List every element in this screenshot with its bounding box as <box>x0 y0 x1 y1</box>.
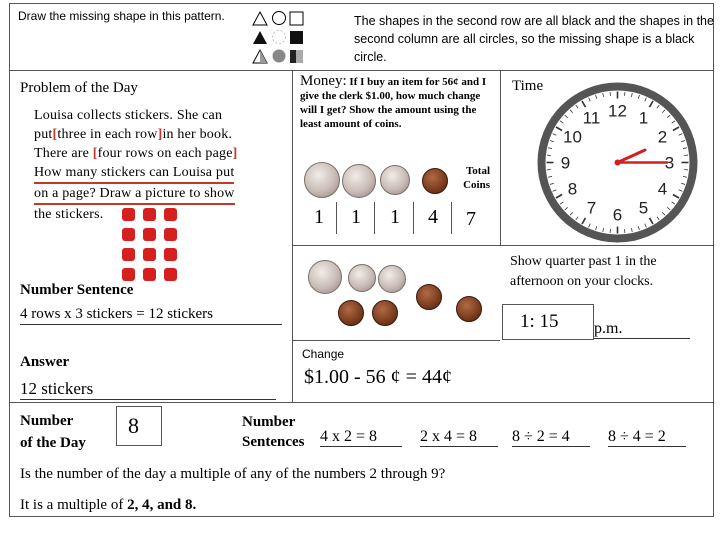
number-sentence-value[interactable]: 4 rows x 3 stickers = 12 stickers <box>20 306 282 325</box>
divider-vertical-left <box>292 70 293 402</box>
pattern-explanation: The shapes in the second row are all black and the shapes in the second column are all circles, so the missing shape is a black circle. <box>354 14 714 64</box>
number-sentence-2[interactable]: 2 x 4 = 8 <box>420 428 498 447</box>
coin-dime <box>348 264 376 292</box>
clock-number: 8 <box>567 179 578 199</box>
clock-number: 9 <box>560 153 571 173</box>
sticker-array[interactable] <box>122 208 192 288</box>
highlight-four-rows: four rows on each page <box>97 146 233 161</box>
sticker <box>143 268 156 281</box>
clock-number: 6 <box>612 205 623 225</box>
coin-quarter <box>304 162 340 198</box>
number-of-day-label: Number of the Day <box>20 413 86 451</box>
divider-bottom <box>9 402 714 403</box>
clock-number: 7 <box>586 198 597 218</box>
coin-count-pennies[interactable]: 4 <box>428 206 438 228</box>
highlight-three-per-row: three in each row <box>57 127 158 142</box>
ampm[interactable]: p.m. <box>594 320 690 339</box>
sticker <box>122 268 135 281</box>
clock-number: 12 <box>608 101 627 121</box>
sticker <box>143 208 156 221</box>
number-of-day-box[interactable] <box>116 406 162 446</box>
coin-count-quarters[interactable]: 1 <box>314 206 324 228</box>
coin-count-nickels[interactable]: 1 <box>390 206 400 228</box>
coin-quarter <box>308 260 342 294</box>
sticker <box>164 248 177 261</box>
coin-nickel <box>378 265 406 293</box>
number-sentences-label: Number Sentences <box>242 414 305 450</box>
circle-gray-icon <box>273 50 286 63</box>
coin-count-boxes <box>300 202 495 234</box>
triangle-black-icon <box>253 31 267 44</box>
problem-line: on a page? Draw a picture to show <box>34 184 235 205</box>
number-of-day-value: 8 <box>128 413 139 438</box>
number-sentence-label: Number Sentence <box>20 282 134 298</box>
problem-line: There are [four rows on each page] <box>34 146 238 161</box>
circle-outline-icon <box>273 12 286 25</box>
analog-clock[interactable] <box>535 80 700 245</box>
sticker <box>164 268 177 281</box>
divider-change <box>292 340 500 341</box>
sticker <box>164 228 177 241</box>
money-question: If I buy an item for 56¢ and I give the clerk $1.00, how much change will I get? Show the amount using the least amount of coins. <box>300 76 487 130</box>
divider-top <box>9 70 714 71</box>
coin-penny <box>416 284 442 310</box>
multiple-answer[interactable]: It is a multiple of 2, 4, and 8. <box>20 497 197 513</box>
clock-number: 4 <box>657 179 668 199</box>
clock-number: 2 <box>657 127 668 147</box>
square-black-icon <box>290 31 303 44</box>
triangle-outline-icon <box>253 12 267 25</box>
coin-count-dimes[interactable]: 1 <box>351 206 361 228</box>
number-sentence-3[interactable]: 8 ÷ 2 = 4 <box>512 428 590 447</box>
sticker <box>122 248 135 261</box>
sticker <box>122 228 135 241</box>
sticker <box>164 208 177 221</box>
divider-mid-right <box>292 245 714 246</box>
clock-number: 10 <box>563 127 582 147</box>
coin-penny <box>456 296 482 322</box>
answer-value[interactable]: 12 stickers <box>20 379 276 400</box>
square-outline-icon <box>290 12 303 25</box>
problem-text <box>34 106 284 224</box>
number-sentence-1[interactable]: 4 x 2 = 8 <box>320 428 402 447</box>
time-instruction: Show quarter past 1 in the afternoon on your clocks. <box>510 254 657 289</box>
problem-line: Louisa collects stickers. She can <box>34 108 223 123</box>
clock-number: 3 <box>664 153 675 173</box>
pattern-instruction: Draw the missing shape in this pattern. <box>18 9 225 23</box>
problem-title: Problem of the Day <box>20 80 138 96</box>
sticker <box>143 248 156 261</box>
coin-penny <box>338 300 364 326</box>
divider-vertical-right <box>500 70 501 245</box>
pattern-grid[interactable] <box>252 8 310 66</box>
problem-line: the stickers. <box>34 207 104 222</box>
change-equation[interactable]: $1.00 - 56 ¢ = 44¢ <box>304 366 452 388</box>
time-label: Time <box>512 78 544 94</box>
problem-line: How many stickers can Louisa put <box>34 163 234 184</box>
money-label: Money: <box>300 73 347 89</box>
number-sentence-4[interactable]: 8 ÷ 4 = 2 <box>608 428 686 447</box>
coin-penny <box>422 168 448 194</box>
coin-quarter <box>342 164 376 198</box>
sticker <box>122 208 135 221</box>
change-label: Change <box>302 347 345 361</box>
answer-label: Answer <box>20 354 70 370</box>
digital-time: 1: 15 <box>520 311 559 332</box>
total-coins-label: Total Coins <box>463 165 490 191</box>
sticker <box>143 228 156 241</box>
clock-number: 1 <box>638 108 649 128</box>
multiple-question: Is the number of the day a multiple of any of the numbers 2 through 9? <box>20 466 446 482</box>
money-block <box>300 74 496 131</box>
coin-nickel <box>380 165 410 195</box>
missing-shape-placeholder <box>273 31 286 44</box>
coin-penny <box>372 300 398 326</box>
clock-number: 5 <box>638 198 649 218</box>
clock-number: 11 <box>582 108 601 128</box>
coin-count-total[interactable]: 7 <box>466 208 476 230</box>
problem-line: put[three in each row]in her book. <box>34 127 233 142</box>
